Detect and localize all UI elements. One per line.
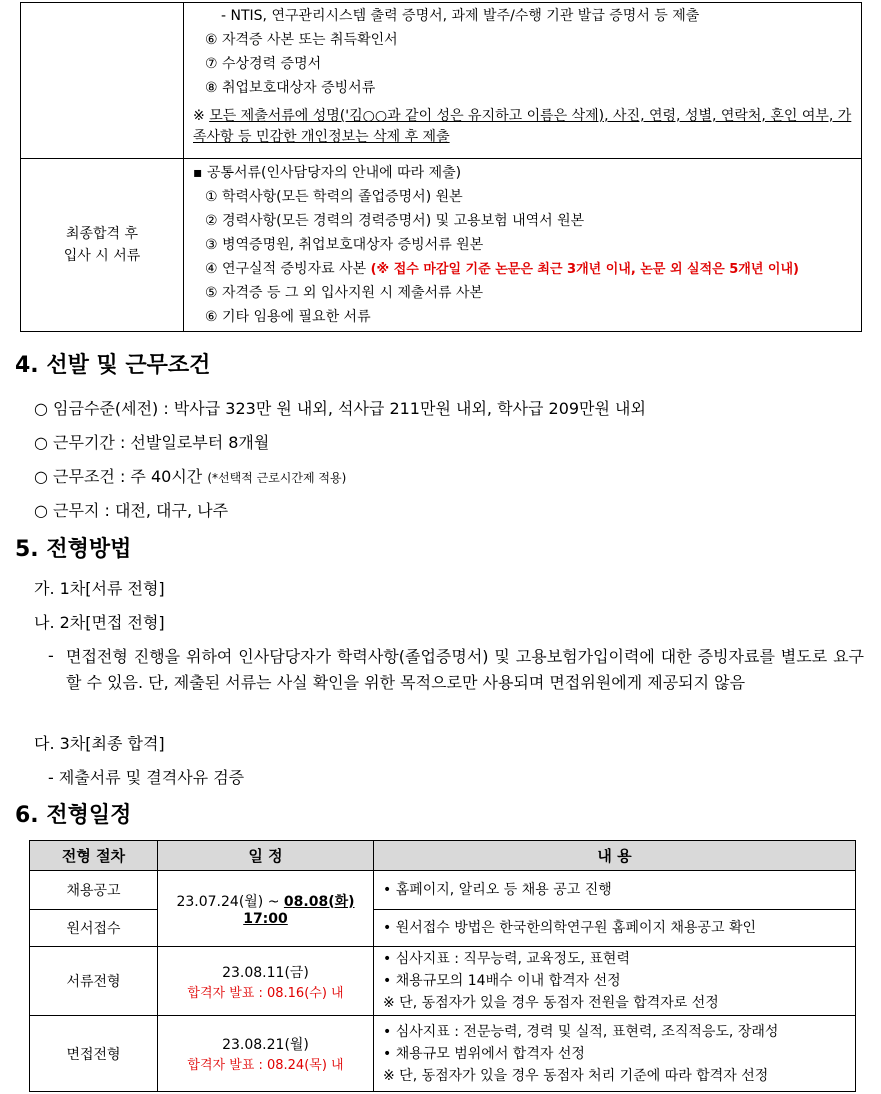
date-text: 23.08.11(금) xyxy=(222,964,309,981)
documents-table xyxy=(20,2,862,332)
condition-item: ○ 근무지 : 대전, 대구, 나주 xyxy=(34,501,229,520)
final-item: ① 학력사항(모든 학력의 졸업증명서) 원본 xyxy=(205,189,463,205)
step-c-desc: - 제출서류 및 결격사유 검증 xyxy=(48,768,245,787)
section-4-title: 4. 선발 및 근무조건 xyxy=(15,353,211,378)
content-line: • 심사지표 : 전문능력, 경력 및 실적, 표현력, 조직적응도, 장래성 xyxy=(383,1023,779,1040)
content-cell xyxy=(374,1016,856,1092)
final-item-4 xyxy=(185,257,860,281)
step-c: 다. 3차[최종 합격] xyxy=(34,734,165,753)
final-label-line-2: 입사 시 서류 xyxy=(63,248,141,264)
condition-text: ○ 근무조건 : 주 40시간 xyxy=(34,467,203,486)
final-item: ② 경력사항(모든 경력의 경력증명서) 및 고용보험 내역서 원본 xyxy=(205,213,585,229)
content-line: • 원서접수 방법은 한국한의학연구원 홈페이지 채용공고 확인 xyxy=(383,920,757,936)
privacy-note xyxy=(185,106,860,148)
notice-text: 합격자 발표 : 08.24(목) 내 xyxy=(187,1058,344,1073)
note-mark: ※ xyxy=(193,108,205,124)
date-text: 23.08.21(월) xyxy=(222,1037,309,1053)
header-step: 전형 절차 xyxy=(30,841,158,871)
step-cell: 채용공고 xyxy=(30,871,158,910)
header-date: 일 정 xyxy=(158,841,374,871)
content-cell xyxy=(374,910,856,947)
step-cell: 원서접수 xyxy=(30,910,158,947)
content-line: • 홈페이지, 알리오 등 채용 공고 진행 xyxy=(383,882,612,898)
final-docs-cell xyxy=(184,159,862,332)
doc-line: ⑥ 자격증 사본 또는 취득확인서 xyxy=(205,32,398,48)
doc-line: ⑧ 취업보호대상자 증빙서류 xyxy=(205,80,376,96)
content-line: ※ 단, 동점자가 있을 경우 동점자 처리 기준에 따라 합격자 선정 xyxy=(383,1067,769,1084)
period-cell xyxy=(158,871,374,947)
step-a: 가. 1차[서류 전형] xyxy=(34,579,165,598)
empty-label-cell xyxy=(21,3,184,159)
section-6-title: 6. 전형일정 xyxy=(15,803,132,828)
content-line: • 채용규모 범위에서 합격자 선정 xyxy=(383,1045,585,1062)
final-item: ⑤ 자격증 등 그 외 입사지원 시 제출서류 사본 xyxy=(205,285,484,301)
item4-text: ④ 연구실적 증빙자료 사본 xyxy=(205,261,367,277)
doc-line: ⑦ 수상경력 증명서 xyxy=(205,56,322,72)
note-text: 모든 제출서류에 성명('김○○과 같이 성은 유지하고 이름은 삭제), 사진, 연령, 성별, 연락처, 혼인 여부, 가족사항 등 민감한 개인정보는 삭제 후 제출 xyxy=(193,108,852,145)
condition-item: ○ 근무기간 : 선발일로부터 8개월 xyxy=(34,433,270,452)
period-end: 08.08(화) 17:00 xyxy=(243,893,355,927)
step-cell: 서류전형 xyxy=(30,947,158,1016)
final-head: ▪ 공통서류(인사담당자의 안내에 따라 제출) xyxy=(193,165,462,181)
final-label-line-1: 최종합격 후 xyxy=(65,226,139,242)
final-item: ⑥ 기타 임용에 필요한 서류 xyxy=(205,309,371,325)
condition-item: ○ 임금수준(세전) : 박사급 323만 원 내외, 석사급 211만원 내외, 학사급 209만원 내외 xyxy=(34,399,646,418)
step-b-desc: 면접전형 진행을 위하여 인사담당자가 학력사항(졸업증명서) 및 고용보험가입이력에 대한 증빙자료를 별도로 요구할 수 있음. 단, 제출된 서류는 사실 확인을 위한 목적으로만 사용되며 면접위원에게 제공되지 않음 xyxy=(66,647,864,692)
date-cell xyxy=(158,1016,374,1092)
header-content: 내 용 xyxy=(374,841,856,871)
content-cell xyxy=(374,871,856,910)
content-line: • 심사지표 : 직무능력, 교육정도, 표현력 xyxy=(383,951,630,967)
final-item: ③ 병역증명원, 취업보호대상자 증빙서류 원본 xyxy=(205,237,484,253)
step-b-dash: - xyxy=(48,646,54,665)
notice-text: 합격자 발표 : 08.16(수) 내 xyxy=(187,985,344,1001)
date-cell xyxy=(158,947,374,1016)
section-5-title: 5. 전형방법 xyxy=(15,537,132,562)
content-cell xyxy=(374,947,856,1016)
doc-line: - NTIS, 연구관리시스템 출력 증명서, 과제 발주/수행 기관 발급 증명서 등 제출 xyxy=(221,8,700,24)
content-line: • 채용규모의 14배수 이내 합격자 선정 xyxy=(383,973,621,989)
content-line: ※ 단, 동점자가 있을 경우 동점자 전원을 합격자로 선정 xyxy=(383,995,719,1011)
schedule-table xyxy=(29,840,856,1092)
step-b: 나. 2차[면접 전형] xyxy=(34,613,165,632)
condition-item-3 xyxy=(34,464,346,487)
item4-red-note: (※ 접수 마감일 기준 논문은 최근 3개년 이내, 논문 외 실적은 5개년 이내) xyxy=(370,262,799,277)
condition-small-note: (*선택적 근로시간제 적용) xyxy=(207,471,347,485)
step-cell: 면접전형 xyxy=(30,1016,158,1092)
final-docs-label xyxy=(21,159,184,332)
documents-cell xyxy=(184,3,862,159)
period-start: 23.07.24(월) ~ xyxy=(176,893,284,910)
